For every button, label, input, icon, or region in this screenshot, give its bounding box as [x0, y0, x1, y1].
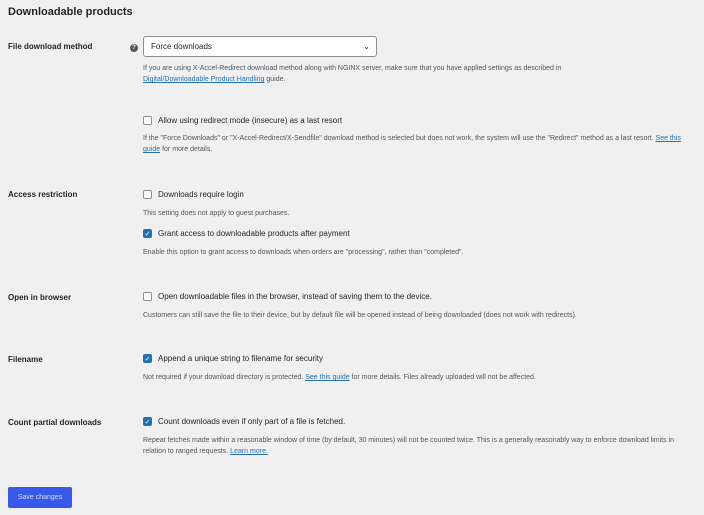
digital-products-guide-link[interactable]: Digital/Downloadable Product Handling [143, 76, 265, 83]
checkmark-icon: ✓ [144, 355, 151, 363]
redirect-fallback-label: Allow using redirect mode (insecure) as a last resort [158, 116, 343, 125]
redirect-fallback-description [143, 133, 693, 155]
desc-text-after: for more details. Files already uploaded will not be affected. [349, 374, 536, 381]
open-in-browser-option[interactable] [143, 292, 432, 301]
chevron-down-icon: ⌄ [363, 42, 370, 51]
redirect-fallback-option[interactable] [143, 116, 342, 125]
save-changes-button[interactable]: Save changes [8, 487, 72, 508]
open-in-browser-checkbox-label: Open downloadable files in the browser, instead of saving them to the device. [158, 292, 432, 301]
desc-text: If the "Force Downloads" or "X-Accel-Redirect/X-Sendfile" download method is selected but does not work, the system will use the "Redirect" method as a last resort. [143, 135, 656, 142]
filename-label: Filename [8, 355, 43, 364]
redirect-guide-link[interactable]: See this guide [143, 135, 681, 153]
file-download-method-select[interactable] [143, 36, 377, 57]
require-login-option[interactable] [143, 190, 244, 199]
require-login-description: This setting does not apply to guest purchases. [143, 210, 290, 217]
grant-access-option[interactable] [143, 229, 350, 238]
filename-guide-link[interactable]: See this guide [305, 374, 350, 381]
file-download-method-description [143, 63, 693, 85]
select-value: Force downloads [151, 42, 212, 51]
require-login-label: Downloads require login [158, 190, 244, 199]
open-in-browser-checkbox[interactable] [143, 292, 152, 301]
desc-text: If you are using X-Accel-Redirect download method along with NGINX server, make sure that you have applied settings as described in [143, 65, 562, 72]
checkmark-icon: ✓ [144, 418, 151, 426]
grant-access-description: Enable this option to grant access to downloads when orders are "processing", rather than "completed". [143, 249, 464, 256]
open-in-browser-description: Customers can still save the file to their device, but by default file will be opened instead of being downloaded (does not work with redirects). [143, 312, 577, 319]
open-in-browser-label: Open in browser [8, 293, 72, 302]
desc-text-after: guide. [264, 76, 286, 83]
count-partial-downloads-label: Count partial downloads [8, 418, 102, 427]
checkmark-icon: ✓ [144, 230, 151, 238]
unique-filename-checkbox[interactable] [143, 354, 152, 363]
access-restriction-label: Access restriction [8, 190, 78, 199]
grant-access-checkbox[interactable] [143, 229, 152, 238]
redirect-fallback-checkbox[interactable] [143, 116, 152, 125]
grant-access-label: Grant access to downloadable products after payment [158, 229, 350, 238]
desc-text-after: for more details. [160, 146, 213, 153]
count-partial-option[interactable] [143, 417, 345, 426]
filename-description [143, 372, 693, 383]
require-login-checkbox[interactable] [143, 190, 152, 199]
learn-more-link[interactable]: Learn more. [230, 448, 268, 455]
count-partial-description [143, 435, 693, 457]
unique-filename-label: Append a unique string to filename for security [158, 354, 323, 363]
unique-filename-option[interactable] [143, 354, 323, 363]
question-circle-icon[interactable]: ? [130, 44, 138, 52]
desc-text: Repeat fetches made within a reasonable window of time (by default, 30 minutes) will not be counted twice. This is a generally reasonably way to enforce download limits in relation to ranged requests. [143, 437, 674, 455]
count-partial-checkbox-label: Count downloads even if only part of a file is fetched. [158, 417, 346, 426]
section-title: Downloadable products [8, 6, 133, 18]
desc-text: Not required if your download directory is protected. [143, 374, 306, 381]
file-download-method-label: File download method [8, 42, 93, 51]
count-partial-checkbox[interactable] [143, 417, 152, 426]
